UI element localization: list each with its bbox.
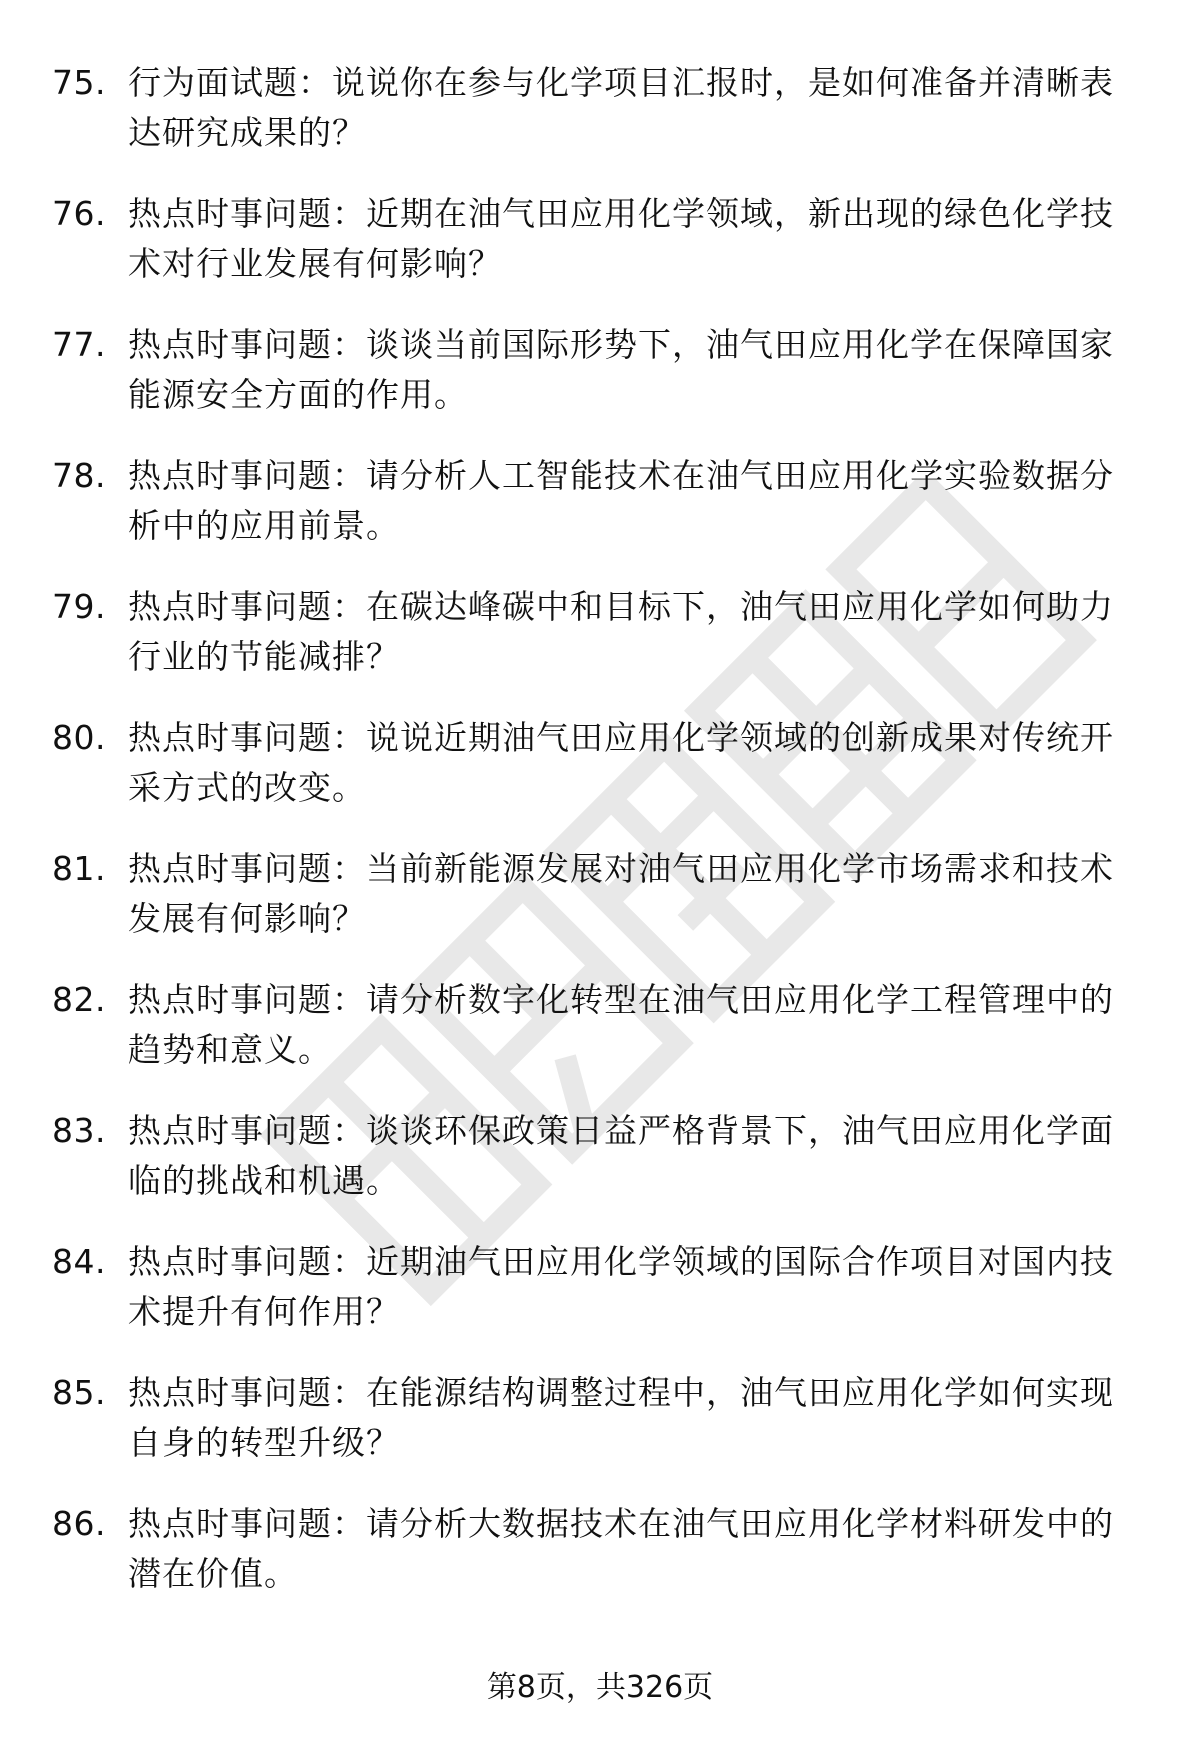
- question-text: 热点时事问题：在能源结构调整过程中，油气田应用化学如何实现自身的转型升级？: [128, 1373, 1114, 1462]
- question-text: 热点时事问题：近期油气田应用化学领域的国际合作项目对国内技术提升有何作用？: [128, 1242, 1114, 1331]
- list-item: [0, 58, 1200, 189]
- question-number: 76.: [52, 194, 106, 233]
- question-text: 热点时事问题：当前新能源发展对油气田应用化学市场需求和技术发展有何影响？: [128, 849, 1114, 938]
- list-item: [0, 451, 1200, 582]
- question-number: 78.: [52, 456, 106, 495]
- question-number: 79.: [52, 587, 106, 626]
- list-item: [0, 320, 1200, 451]
- question-list: [0, 58, 1200, 1630]
- list-item: [0, 1106, 1200, 1237]
- list-item: [0, 582, 1200, 713]
- question-text: 行为面试题：说说你在参与化学项目汇报时，是如何准备并清晰表达研究成果的？: [128, 63, 1114, 152]
- page-indicator: 第8页，共326页: [486, 1670, 714, 1705]
- list-item: [0, 1368, 1200, 1499]
- question-number: 86.: [52, 1504, 106, 1543]
- list-item: [0, 975, 1200, 1106]
- question-text: 热点时事问题：请分析人工智能技术在油气田应用化学实验数据分析中的应用前景。: [128, 456, 1114, 545]
- question-text: 热点时事问题：在碳达峰碳中和目标下，油气田应用化学如何助力行业的节能减排？: [128, 587, 1114, 676]
- question-text: 热点时事问题：请分析大数据技术在油气田应用化学材料研发中的潜在价值。: [128, 1504, 1114, 1593]
- question-text: 热点时事问题：说说近期油气田应用化学领域的创新成果对传统开采方式的改变。: [128, 718, 1114, 807]
- question-text: 热点时事问题：谈谈当前国际形势下，油气田应用化学在保障国家能源安全方面的作用。: [128, 325, 1114, 414]
- question-number: 80.: [52, 718, 106, 757]
- list-item: [0, 1499, 1200, 1630]
- question-number: 75.: [52, 63, 106, 102]
- question-number: 82.: [52, 980, 106, 1019]
- list-item: [0, 189, 1200, 320]
- question-number: 85.: [52, 1373, 106, 1412]
- list-item: [0, 1237, 1200, 1368]
- question-number: 77.: [52, 325, 106, 364]
- list-item: [0, 844, 1200, 975]
- list-item: [0, 713, 1200, 844]
- question-number: 81.: [52, 849, 106, 888]
- question-text: 热点时事问题：近期在油气田应用化学领域，新出现的绿色化学技术对行业发展有何影响？: [128, 194, 1114, 283]
- question-number: 83.: [52, 1111, 106, 1150]
- question-text: 热点时事问题：请分析数字化转型在油气田应用化学工程管理中的趋势和意义。: [128, 980, 1114, 1069]
- question-text: 热点时事问题：谈谈环保政策日益严格背景下，油气田应用化学面临的挑战和机遇。: [128, 1111, 1114, 1200]
- question-number: 84.: [52, 1242, 106, 1281]
